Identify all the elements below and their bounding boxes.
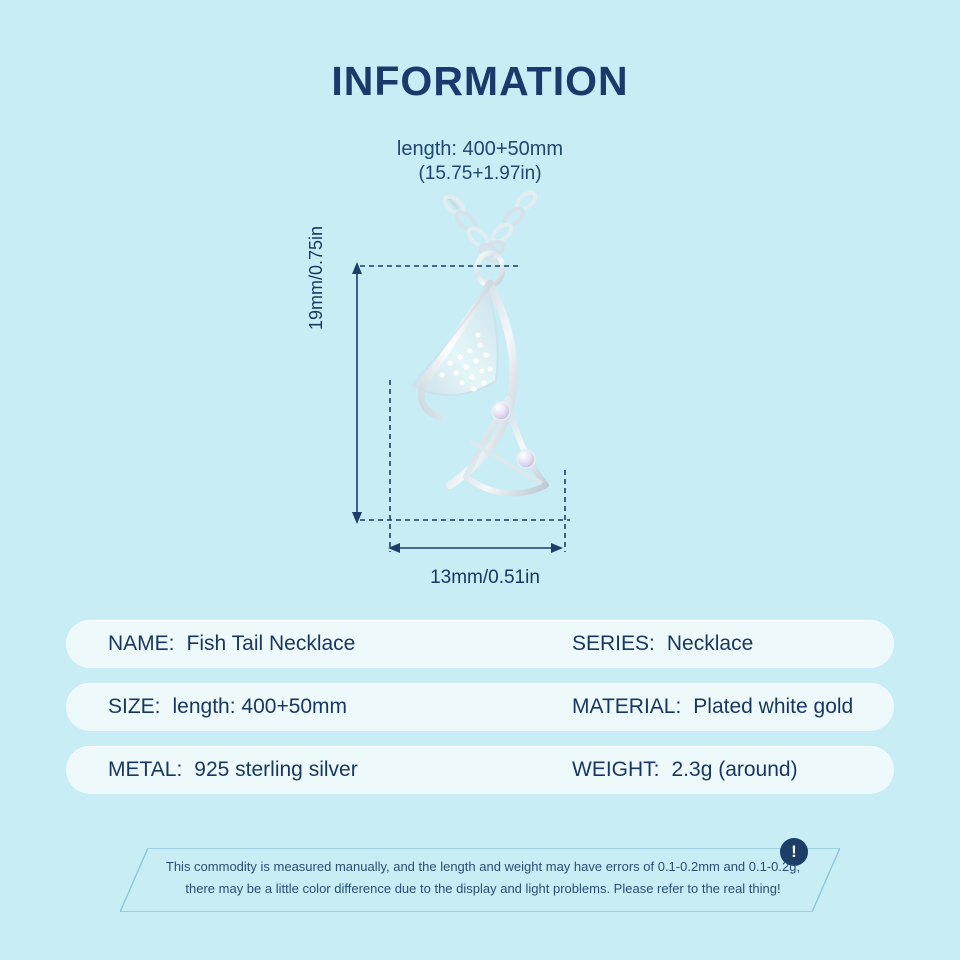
table-row	[66, 620, 894, 668]
notice-banner	[120, 838, 840, 918]
spec-cell-metal	[66, 758, 566, 782]
notice-line2: there may be a little color difference due to the display and light problems. Please refer to the real thing!	[185, 881, 781, 897]
page-title: INFORMATION	[331, 58, 629, 104]
product-image	[330, 185, 630, 585]
spec-value: length: 400+50mm	[172, 695, 348, 718]
spec-cell-material	[566, 695, 894, 719]
spec-table	[66, 620, 894, 809]
spec-cell-series	[566, 632, 894, 656]
spec-value: Fish Tail Necklace	[186, 632, 356, 655]
length-caption	[0, 136, 960, 187]
table-row	[66, 746, 894, 794]
spec-value: Plated white gold	[693, 695, 854, 718]
spec-cell-size	[66, 695, 566, 719]
spec-cell-name	[66, 632, 566, 656]
height-dimension-label: 19mm/0.75in	[306, 225, 326, 330]
spec-label: SERIES:	[572, 632, 655, 655]
notice-line1: This commodity is measured manually, and the length and weight may have errors of 0.1-0.2mm and 0.1-0.2g;	[165, 859, 801, 874]
spec-value: Necklace	[666, 632, 754, 655]
notice-text	[158, 856, 808, 900]
necklace-illustration	[330, 185, 630, 585]
spec-value: 925 sterling silver	[194, 758, 358, 781]
spec-value: 2.3g (around)	[671, 758, 798, 781]
spec-label: METAL:	[108, 758, 183, 781]
spec-label: MATERIAL:	[572, 695, 682, 718]
length-caption-line1: length: 400+50mm	[396, 138, 564, 160]
spec-label: SIZE:	[108, 695, 161, 718]
width-dimension-label: 13mm/0.51in	[430, 567, 540, 588]
spec-label: NAME:	[108, 632, 175, 655]
spec-label: WEIGHT:	[572, 758, 660, 781]
table-row	[66, 683, 894, 731]
warning-icon: !	[780, 838, 808, 866]
spec-cell-weight	[566, 758, 894, 782]
length-caption-line2: (15.75+1.97in)	[418, 163, 542, 184]
